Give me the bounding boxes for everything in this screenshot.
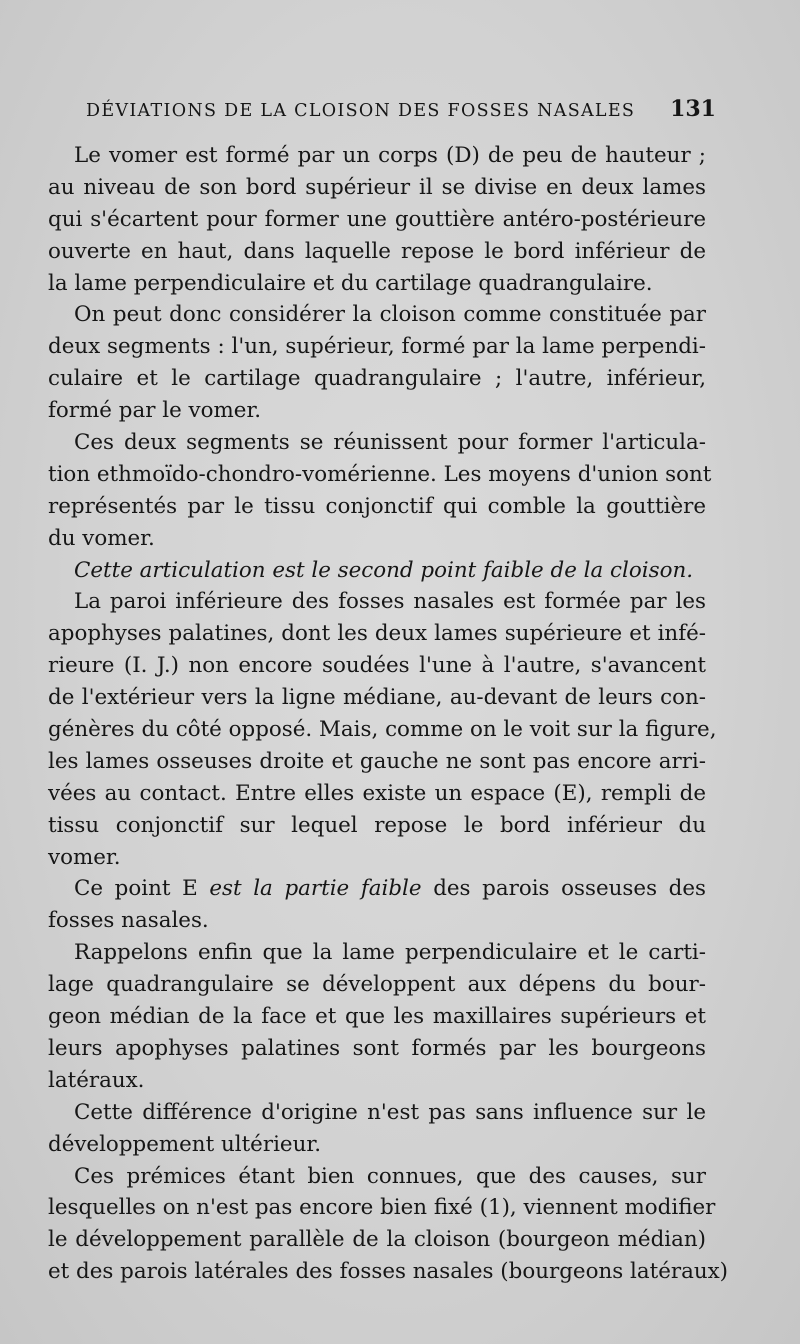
text-line: geon médian de la face et que les maxillaires supérieurs et (48, 1004, 706, 1030)
text-line: culaire et le cartilage quadrangulaire ; l'autre, inférieur, (48, 366, 706, 392)
text-line: Le vomer est formé par un corps (D) de peu de hauteur ; (74, 143, 706, 168)
text-line: deux segments : l'un, supérieur, formé par la lame perpendi- (48, 334, 706, 360)
text-line: Ces deux segments se réunissent pour former l'articula- (74, 430, 706, 456)
text-line: latéraux. (48, 1067, 145, 1093)
text-line: Ces prémices étant bien connues, que des causes, sur (74, 1163, 706, 1189)
text-line: représentés par le tissu conjonctif qui comble la gouttière (48, 493, 706, 519)
text-line: lage quadrangulaire se développent aux dépens du bour- (48, 972, 706, 998)
text-line: et des parois latérales des fosses nasales (bourgeons latéraux) (48, 1259, 729, 1285)
text-line: de l'extérieur vers la ligne médiane, au-devant de leurs con- (48, 685, 706, 711)
text-line: ouverte en haut, dans laquelle repose le bord inférieur de (48, 238, 706, 264)
text-line: tissu conjonctif sur lequel repose le bord inférieur du (48, 812, 706, 838)
text-line: formé par le vomer. (48, 398, 262, 424)
body-text (48, 140, 729, 1288)
text-line: lesquelles on n'est pas encore bien fixé (1), viennent modifier (48, 1195, 716, 1221)
text-line: du vomer. (48, 525, 155, 551)
text-line: On peut donc considérer la cloison comme constituée par (74, 302, 706, 328)
text-line: génères du côté opposé. Mais, comme on le voit sur la figure, (48, 717, 717, 743)
text-line: Rappelons enfin que la lame perpendiculaire et le carti- (74, 940, 706, 966)
text-line: leurs apophyses palatines sont formés par les bourgeons (48, 1035, 706, 1061)
page-number: 131 (670, 96, 716, 122)
text-line: apophyses palatines, dont les deux lames supérieure et infé- (48, 621, 706, 647)
text-line: développement ultérieur. (48, 1131, 322, 1157)
text-line: au niveau de son bord supérieur il se divise en deux lames (48, 174, 706, 200)
text-line: le développement parallèle de la cloison (bourgeon médian) (48, 1227, 706, 1253)
text-line: tion ethmoïdo-chondro-vomérienne. Les moyens d'union sont (48, 461, 712, 487)
text-line-mixed (48, 873, 706, 905)
text-line: la lame perpendiculaire et du cartilage quadrangulaire. (48, 270, 653, 296)
page-header (86, 96, 716, 124)
text-line: qui s'écartent pour former une gouttière antéro-postérieure (48, 206, 706, 232)
text-line: rieure (I. J.) non encore soudées l'une à l'autre, s'avancent (48, 653, 706, 679)
text-line-italic: Cette articulation est le second point faible de la cloison. (74, 557, 694, 583)
text-line: fosses nasales. (48, 908, 209, 934)
running-title: DÉVIATIONS DE LA CLOISON DES FOSSES NASALES (86, 101, 636, 121)
text-line: Cette différence d'origine n'est pas sans influence sur le (74, 1099, 706, 1125)
text-line: les lames osseuses droite et gauche ne sont pas encore arri- (48, 748, 706, 774)
text-line: vées au contact. Entre elles existe un espace (E), rempli de (48, 780, 706, 806)
text-run-italic: est la partie faible (209, 876, 422, 902)
text-line: vomer. (48, 844, 121, 870)
text-run: des parois osseuses des (421, 876, 707, 902)
text-line: La paroi inférieure des fosses nasales est formée par les (74, 589, 706, 615)
text-run: Ce point E (74, 876, 210, 902)
